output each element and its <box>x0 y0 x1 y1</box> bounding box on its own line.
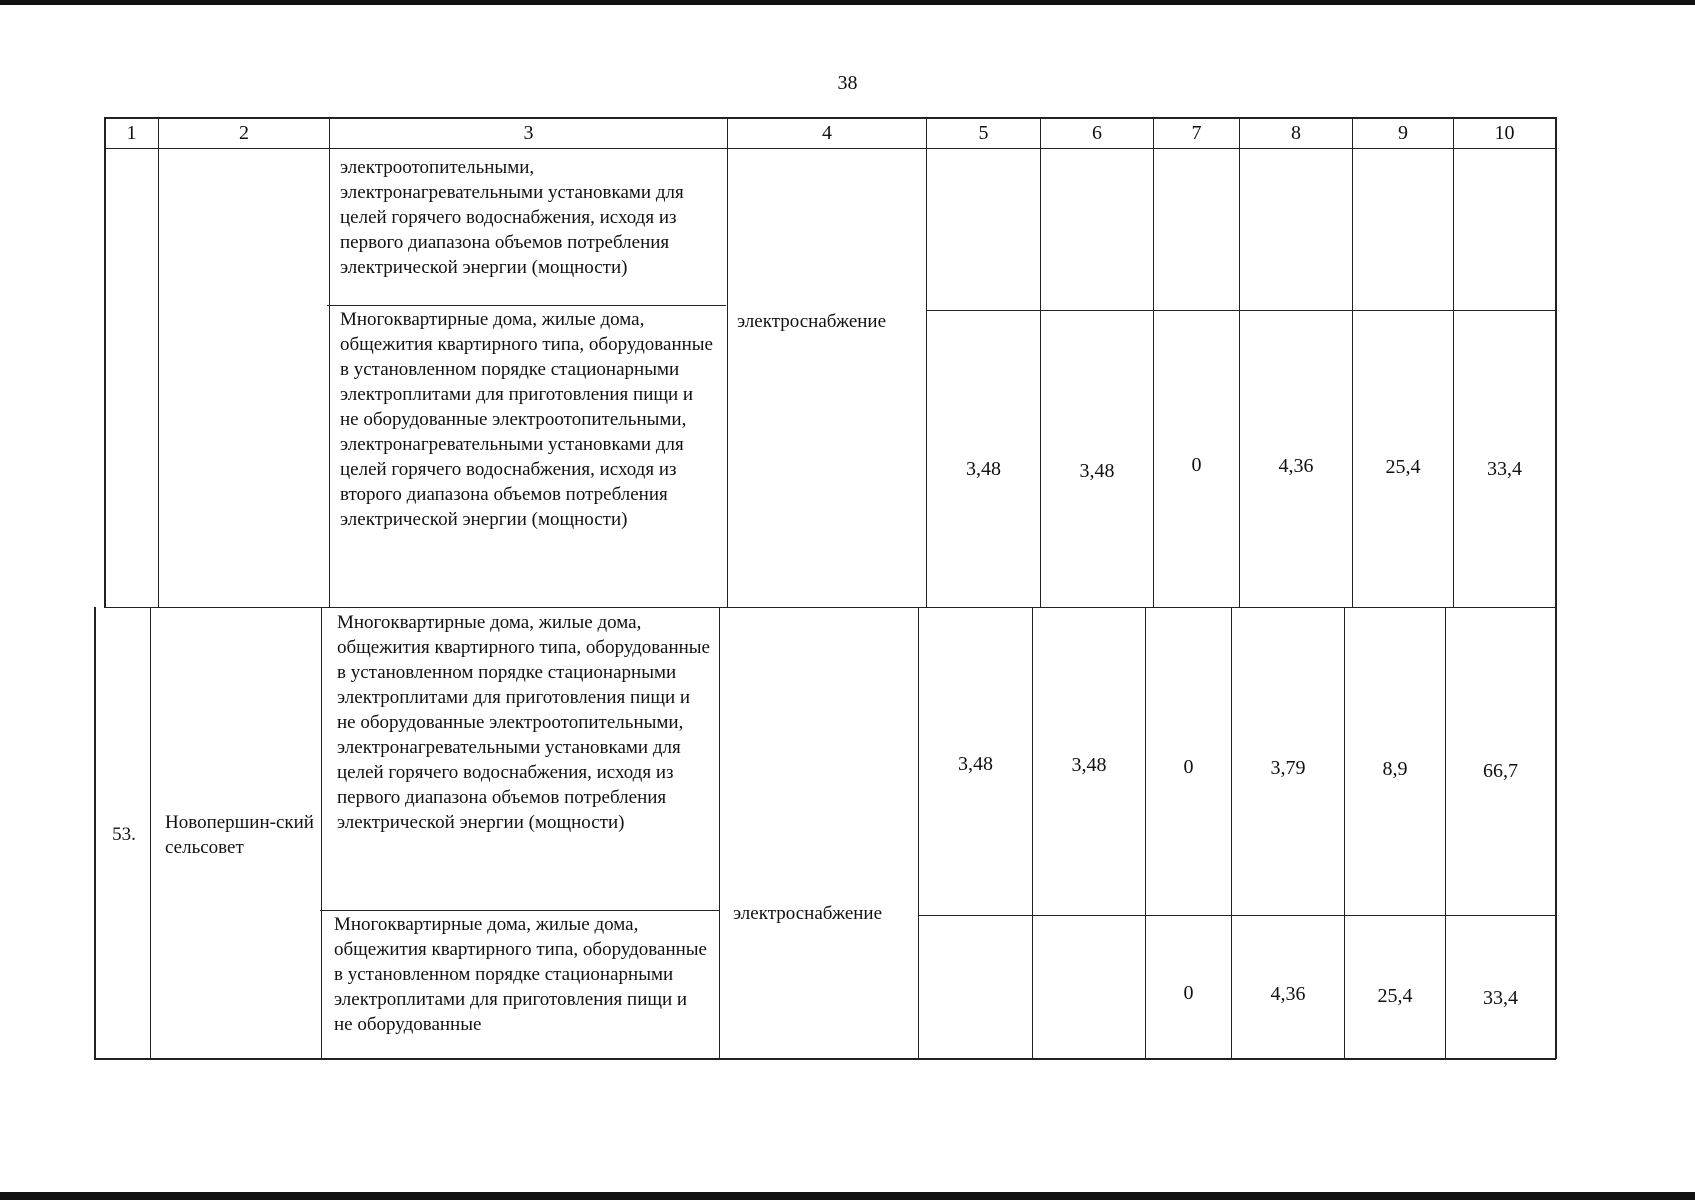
column-header: 3 <box>523 122 534 144</box>
column-divider <box>1153 117 1154 607</box>
row-service: электроснабжение <box>737 311 887 332</box>
row-value-9: 8,9 <box>1382 758 1408 780</box>
row-value-7: 0 <box>1191 454 1202 476</box>
column-divider <box>321 607 322 1059</box>
table-top-border <box>104 117 1556 119</box>
row-value-7: 0 <box>1183 756 1194 778</box>
row-number: 53. <box>112 824 136 845</box>
row-description: Многоквартирные дома, жилые дома, общежития квартирного типа, оборудованные в установленном порядке стационарными электроплитами для приготовления пищи и не оборудованные электроотопительными, электронагревательными установками для целей горячего водоснабжения, исходя из второго диапазона объемов потребления электрической энергии (мощности) <box>340 309 713 530</box>
column-divider <box>94 607 96 1059</box>
scan-border-bottom <box>0 1192 1695 1200</box>
row-description: Многоквартирные дома, жилые дома, общежития квартирного типа, оборудованные в установленном порядке стационарными электроплитами для приготовления пищи и не оборудованные электроотопительными, электронагревательными установками для целей горячего водоснабжения, исходя из первого диапазона объемов потребления электрической энергии (мощности) <box>337 612 710 833</box>
header-bottom-border <box>104 148 1556 149</box>
row-divider <box>320 910 719 911</box>
column-header: 7 <box>1191 122 1202 144</box>
row-value-5: 3,48 <box>958 753 993 775</box>
row-value-6: 3,48 <box>1071 754 1107 776</box>
row-description: электроотопительными, электронагревательными установками для целей горячего водоснабжения, исходя из первого диапазона объемов потребления электрической энергии (мощности) <box>340 157 684 278</box>
row-description: Многоквартирные дома, жилые дома, общежития квартирного типа, оборудованные в установленном порядке стационарными электроплитами для приготовления пищи и не оборудованные <box>334 914 707 1035</box>
column-divider <box>1032 607 1033 1059</box>
row-service: электроснабжение <box>733 903 883 924</box>
column-header: 5 <box>978 122 989 144</box>
row-value-9: 25,4 <box>1377 985 1413 1007</box>
column-header: 10 <box>1494 122 1515 144</box>
column-divider <box>150 607 151 1059</box>
row-value-8: 4,36 <box>1278 455 1314 477</box>
column-divider <box>719 607 720 1059</box>
row-divider <box>918 915 1556 916</box>
column-header: 4 <box>822 122 832 144</box>
row-value-10: 33,4 <box>1483 987 1518 1009</box>
page-number: 38 <box>837 72 858 94</box>
row-value-7: 0 <box>1183 982 1194 1004</box>
column-divider <box>104 117 106 607</box>
column-header: 8 <box>1291 122 1301 144</box>
column-divider <box>329 117 330 607</box>
row-divider <box>327 305 726 306</box>
column-divider <box>1352 117 1353 607</box>
column-divider <box>727 117 728 607</box>
table-bottom-border <box>94 1058 1556 1060</box>
row-value-5: 3,48 <box>966 458 1001 480</box>
column-header: 2 <box>239 122 249 144</box>
row-value-10: 33,4 <box>1487 458 1522 480</box>
column-header: 1 <box>126 122 137 144</box>
column-divider <box>926 117 927 607</box>
row-value-10: 66,7 <box>1483 760 1518 782</box>
row-value-6: 3,48 <box>1079 460 1115 482</box>
column-divider <box>158 117 159 607</box>
row-value-8: 4,36 <box>1270 983 1306 1005</box>
column-header: 9 <box>1398 122 1408 144</box>
row-value-8: 3,79 <box>1270 757 1306 779</box>
row-name: Новопершин-ский сельсовет <box>165 812 314 858</box>
column-divider <box>1239 117 1240 607</box>
row-divider <box>927 310 1556 311</box>
row-value-9: 25,4 <box>1385 456 1421 478</box>
column-divider <box>1453 117 1454 607</box>
column-divider <box>1555 117 1557 1059</box>
column-header: 6 <box>1092 122 1102 144</box>
column-divider <box>918 607 919 1059</box>
column-divider <box>1040 117 1041 607</box>
